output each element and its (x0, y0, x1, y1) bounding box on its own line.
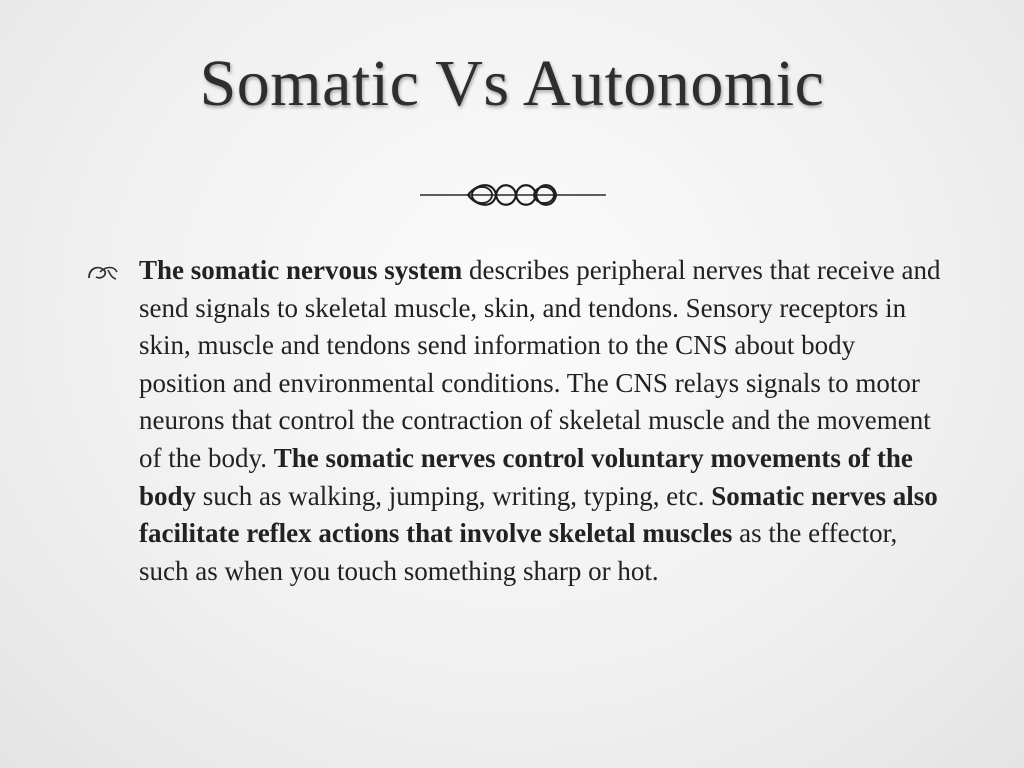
bullet-bold-segment: The somatic nervous system (139, 255, 463, 285)
leaf-bullet-icon (86, 262, 120, 282)
slide-title: Somatic Vs Autonomic (199, 47, 825, 120)
flourish-divider-icon (420, 178, 606, 212)
bullet-segment: as the effector, such as when you touch something sharp or hot. (139, 518, 898, 586)
bullet-bold-segment: The somatic nerves control voluntary movements of the body (139, 442, 913, 511)
bullet-item (86, 252, 946, 590)
bullet-bold-segment: Somatic nerves also facilitate reflex actions that involve skeletal muscles (139, 480, 938, 549)
bullet-text (139, 252, 946, 590)
bullet-segment: describes peripheral nerves that receive and send signals to skeletal muscle, skin, and tendons. Sensory receptors in skin, muscle and tendons send information to the CNS about body position and environmental conditions. The CNS relays signals to motor neurons that control the contraction of skeletal muscle and the movement of the body. (139, 255, 941, 473)
bullet-segment: such as walking, jumping, writing, typing, etc. (196, 480, 712, 511)
